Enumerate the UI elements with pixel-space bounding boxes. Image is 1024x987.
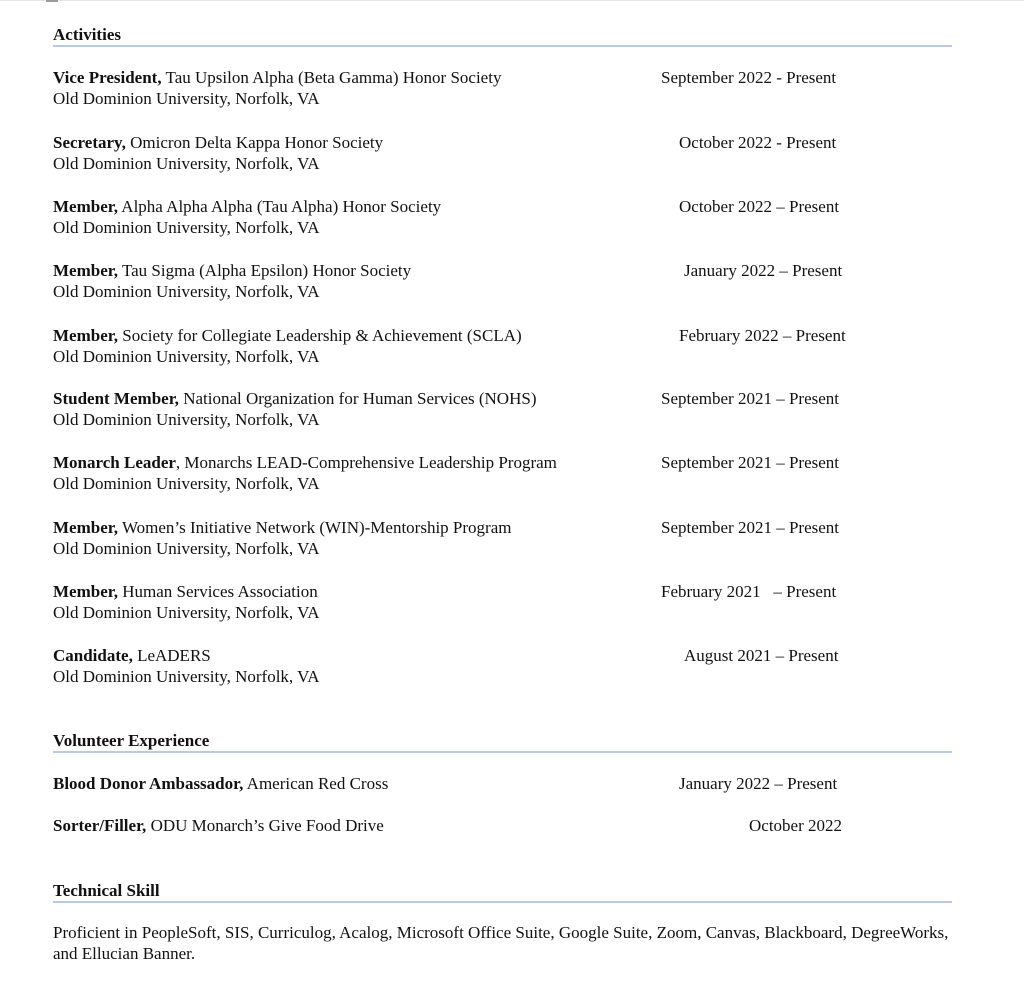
activity-location: Old Dominion University, Norfolk, VA xyxy=(53,282,320,301)
activity-organization: Tau Sigma (Alpha Epsilon) Honor Society xyxy=(118,261,412,280)
activity-date: February 2022 – Present xyxy=(679,326,846,345)
volunteer-entry xyxy=(53,773,953,795)
volunteer-divider xyxy=(53,751,952,753)
volunteer-date: October 2022 xyxy=(749,816,843,835)
activity-role: Vice President, xyxy=(53,68,162,87)
activity-location: Old Dominion University, Norfolk, VA xyxy=(53,347,320,366)
activity-organization: , Monarchs LEAD-Comprehensive Leadership Program xyxy=(175,453,557,472)
activity-date: September 2021 – Present xyxy=(661,389,839,408)
volunteer-role: Blood Donor Ambassador, xyxy=(53,774,244,793)
volunteer-organization: ODU Monarch’s Give Food Drive xyxy=(146,816,384,835)
activity-organization: National Organization for Human Services (NOHS) xyxy=(178,389,537,408)
activity-organization: Alpha Alpha Alpha (Tau Alpha) Honor Society xyxy=(118,197,442,216)
activity-date: August 2021 – Present xyxy=(684,646,839,665)
activity-organization: Women’s Initiative Network (WIN)-Mentorship Program xyxy=(118,518,512,537)
activity-entry xyxy=(53,581,953,625)
volunteer-heading: Volunteer Experience xyxy=(53,731,210,750)
activity-organization: Tau Upsilon Alpha (Beta Gamma) Honor Society xyxy=(161,68,502,87)
activity-location: Old Dominion University, Norfolk, VA xyxy=(53,539,320,558)
activity-entry xyxy=(53,132,953,176)
activity-entry xyxy=(53,517,953,561)
activity-entry xyxy=(53,645,953,689)
activity-location: Old Dominion University, Norfolk, VA xyxy=(53,154,320,173)
technical-skill-heading: Technical Skill xyxy=(53,881,160,900)
activity-entry xyxy=(53,452,953,496)
page-top-edge xyxy=(0,0,1024,1)
activity-role: Student Member, xyxy=(53,389,179,408)
activity-role: Member, xyxy=(53,582,118,601)
page-top-mark xyxy=(46,0,58,2)
activity-location: Old Dominion University, Norfolk, VA xyxy=(53,474,320,493)
activity-role: Secretary, xyxy=(53,133,126,152)
activity-role: Monarch Leader xyxy=(53,453,176,472)
activities-heading: Activities xyxy=(53,25,121,44)
activity-date: October 2022 – Present xyxy=(679,197,840,216)
technical-skill-divider xyxy=(53,901,952,903)
activity-date: September 2021 – Present xyxy=(661,518,839,537)
activity-entry xyxy=(53,196,953,240)
volunteer-role: Sorter/Filler, xyxy=(53,816,147,835)
activity-entry xyxy=(53,67,953,111)
activity-organization: Human Services Association xyxy=(118,582,318,601)
activity-role: Member, xyxy=(53,197,118,216)
activity-date: September 2021 – Present xyxy=(661,453,839,472)
volunteer-date: January 2022 – Present xyxy=(679,774,838,793)
technical-skill-text: Proficient in PeopleSoft, SIS, Curriculog, Acalog, Microsoft Office Suite, Google Suite, Zoom, Canvas, Blackboard, DegreeWorks, and Ellucian Banner. xyxy=(53,923,949,963)
activity-entry xyxy=(53,260,953,304)
activity-date: October 2022 - Present xyxy=(679,133,837,152)
activity-entry xyxy=(53,388,953,432)
activity-role: Member, xyxy=(53,326,118,345)
activity-organization: Omicron Delta Kappa Honor Society xyxy=(125,133,384,152)
activity-date: February 2021 – Present xyxy=(661,582,837,601)
activity-location: Old Dominion University, Norfolk, VA xyxy=(53,667,320,686)
activity-location: Old Dominion University, Norfolk, VA xyxy=(53,89,320,108)
activity-role: Member, xyxy=(53,518,118,537)
activities-divider xyxy=(53,45,952,47)
activity-organization: Society for Collegiate Leadership & Achievement (SCLA) xyxy=(118,326,522,345)
activity-date: September 2022 - Present xyxy=(661,68,837,87)
activity-entry xyxy=(53,325,953,369)
activity-location: Old Dominion University, Norfolk, VA xyxy=(53,218,320,237)
activity-location: Old Dominion University, Norfolk, VA xyxy=(53,603,320,622)
activity-location: Old Dominion University, Norfolk, VA xyxy=(53,410,320,429)
activity-role: Candidate, xyxy=(53,646,133,665)
activity-date: January 2022 – Present xyxy=(684,261,843,280)
volunteer-entry xyxy=(53,815,953,837)
activity-organization: LeADERS xyxy=(132,646,211,665)
volunteer-organization: American Red Cross xyxy=(243,774,389,793)
activity-role: Member, xyxy=(53,261,118,280)
